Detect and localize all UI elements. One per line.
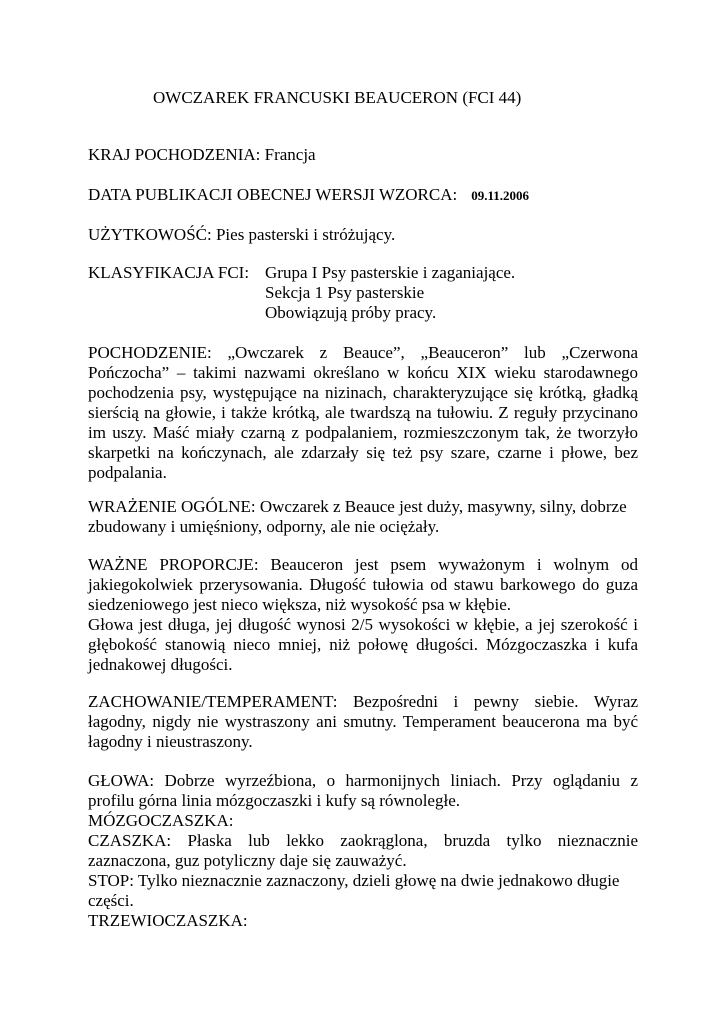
general-line: WRAŻENIE OGÓLNE: Owczarek z Beauce jest duży, masywny, silny, dobrze — [88, 497, 627, 516]
history-line: im uszy. Maść miały czarną z podpalaniem, rozmieszczonym tak, że tworzyło — [88, 423, 638, 442]
head-line: zaznaczona, guz potyliczny daje się zauważyć. — [88, 851, 407, 870]
proportions-line: jednakowej długości. — [88, 655, 233, 674]
history-line: pochodzenia psy, występujące na nizinach, charakteryzujące się krótką, gładką — [88, 383, 638, 402]
head-line: GŁOWA: Dobrze wyrzeźbiona, o harmonijnych liniach. Przy oglądaniu z — [88, 771, 638, 790]
origin-label: KRAJ POCHODZENIA: — [88, 145, 261, 164]
head-line: profilu górna linia mózgoczaszki i kufy są równoległe. — [88, 791, 460, 810]
behaviour-line: ZACHOWANIE/TEMPERAMENT: Bezpośredni i pewny siebie. Wyraz — [88, 692, 638, 711]
classification-section: Sekcja 1 Psy pasterskie — [265, 283, 425, 302]
general-appearance-paragraph — [88, 497, 638, 537]
proportions-line: głębokość stanowią nieco mniej, niż połowę długości. Mózgoczaszka i kufa — [88, 635, 638, 654]
proportions-line: jakiegokolwiek przerysowania. Długość tułowia od stawu barkowego do guza — [88, 575, 638, 594]
behaviour-paragraph — [88, 692, 638, 752]
general-line: zbudowany i umięśniony, odporny, ale nie ociężały. — [88, 517, 440, 536]
proportions-line: WAŻNE PROPORCJE: Beauceron jest psem wyważonym i wolnym od — [88, 555, 638, 574]
classification-work-trial: Obowiązują próby pracy. — [265, 303, 437, 322]
muzzle-heading: TRZEWIOCZASZKA: — [88, 911, 248, 930]
history-line: POCHODZENIE: „Owczarek z Beauce”, „Beauceron” lub „Czerwona — [88, 343, 638, 362]
publication-label: DATA PUBLIKACJI OBECNEJ WERSJI WZORCA: — [88, 185, 458, 204]
proportions-line: Głowa jest długa, jej długość wynosi 2/5 wysokości w kłębie, a jej szerokość i — [88, 615, 638, 634]
head-line: CZASZKA: Płaska lub lekko zaokrąglona, bruzda tylko nieznacznie — [88, 831, 638, 850]
history-line: skarpetki na kończynach, ale zdarzały się też psy szare, czarne i płowe, bez — [88, 443, 638, 462]
origin-line — [88, 145, 316, 165]
history-line: podpalania. — [88, 463, 167, 482]
classification-group: Grupa I Psy pasterskie i zaganiające. — [265, 263, 516, 282]
skull-heading: MÓZGOCZASZKA: — [88, 811, 234, 830]
publication-date: 09.11.2006 — [471, 188, 529, 203]
stop-line: STOP: Tylko nieznacznie zaznaczony, dzieli głowę na dwie jednakowo długie — [88, 871, 620, 890]
origin-value: Francja — [264, 145, 316, 164]
document-title: OWCZAREK FRANCUSKI BEAUCERON (FCI 44) — [153, 88, 522, 107]
history-paragraph — [88, 343, 638, 483]
behaviour-line: łagodny i nieustraszony. — [88, 732, 253, 751]
utility-label: UŻYTKOWOŚĆ: — [88, 225, 212, 244]
utility-line — [88, 225, 395, 245]
head-line: części. — [88, 891, 134, 910]
history-line: Pończocha” – takimi nazwami określano w końcu XIX wieku starodawnego — [88, 363, 638, 382]
utility-value: Pies pasterski i stróżujący. — [215, 225, 396, 244]
history-line: sierścią na głowie, i także krótką, ale twardszą na tułowiu. Z reguły przycinano — [88, 403, 638, 422]
proportions-paragraph — [88, 555, 638, 675]
proportions-line: siedzeniowego jest nieco większa, niż wysokość psa w kłębie. — [88, 595, 511, 614]
publication-line — [88, 185, 529, 206]
classification-label: KLASYFIKACJA FCI: — [88, 263, 250, 282]
head-paragraph — [88, 771, 638, 931]
behaviour-line: łagodny, nigdy nie wystraszony ani smutny. Temperament beaucerona ma być — [88, 712, 638, 731]
